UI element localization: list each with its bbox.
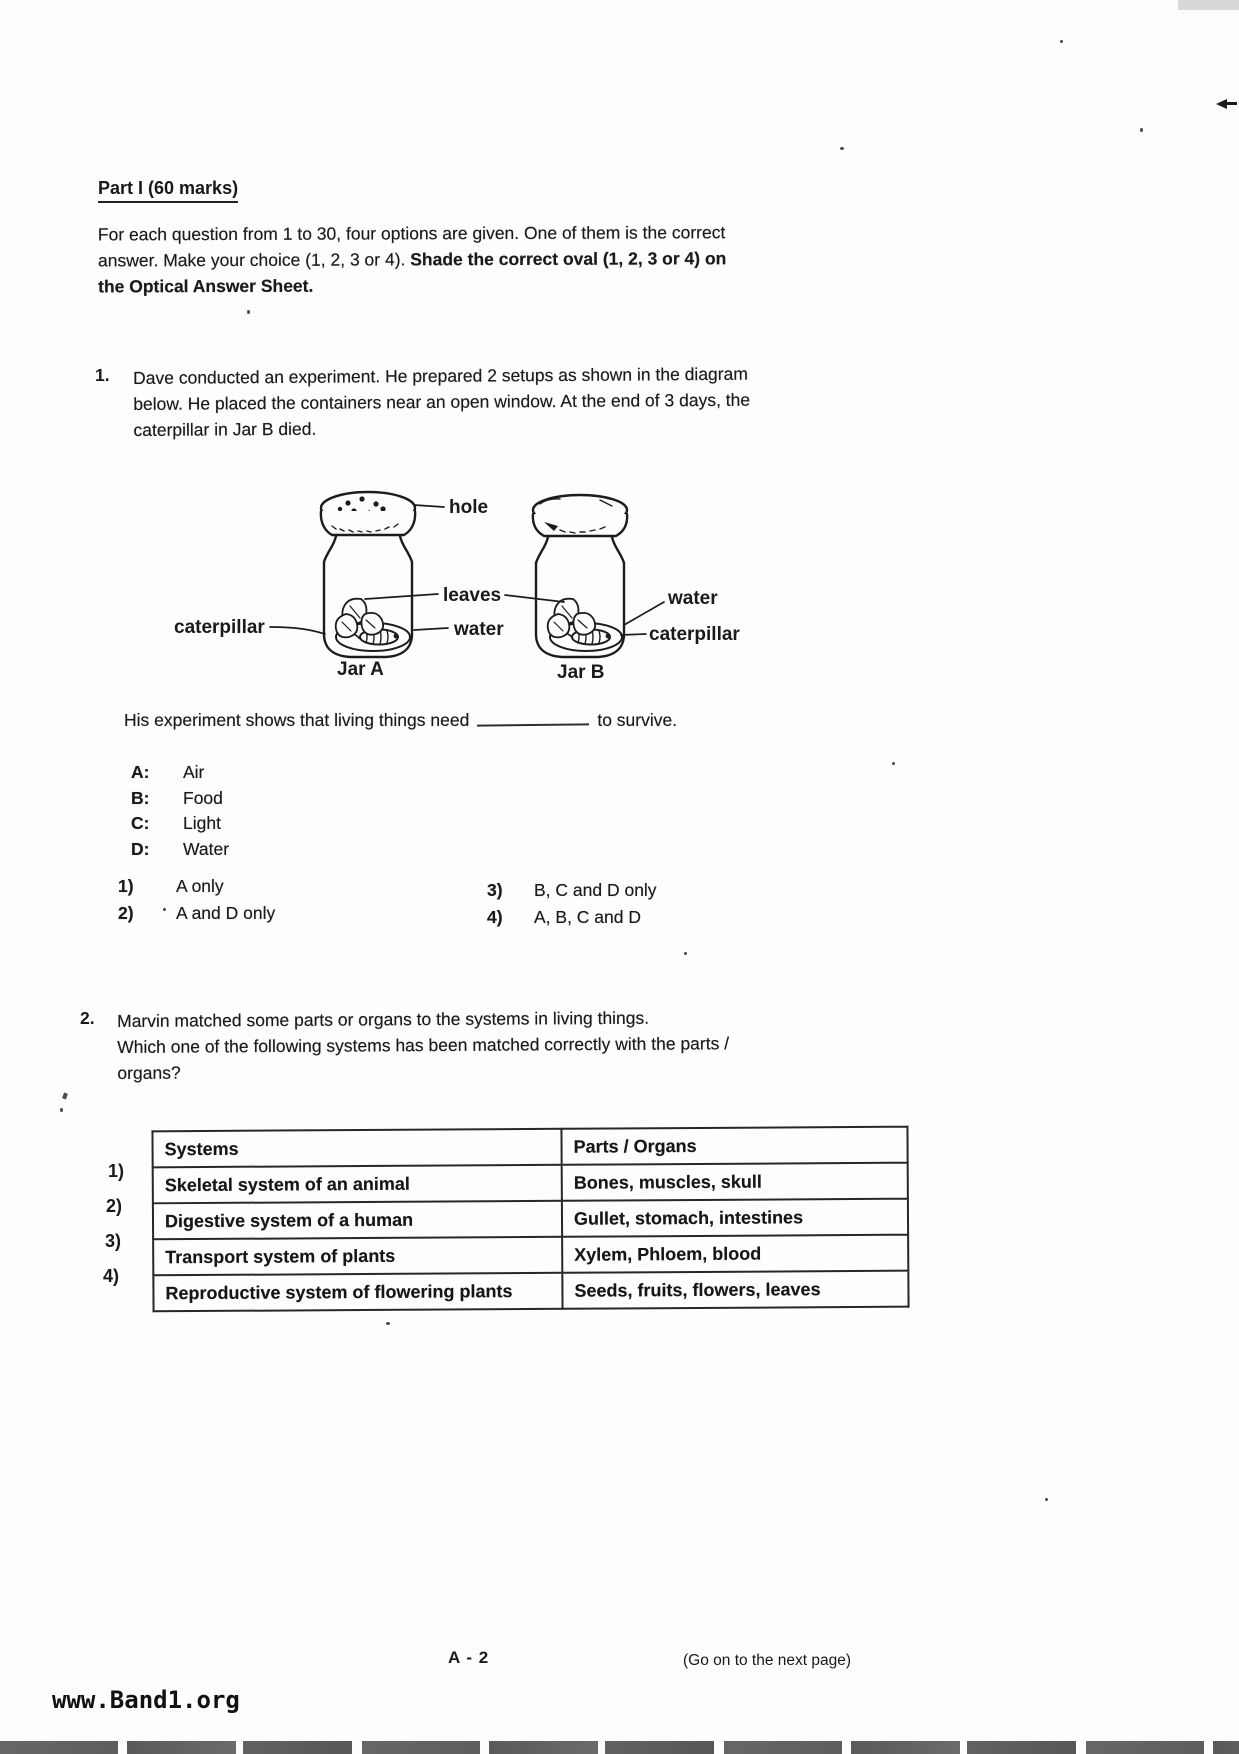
- q2-cell-sys-3: Transport system of plants: [153, 1237, 562, 1275]
- q2-rownum-3: 3): [105, 1231, 122, 1251]
- scan-speck: [892, 762, 895, 765]
- q2-table-header-row: [152, 1127, 907, 1168]
- label-hole: hole: [449, 497, 489, 518]
- instructions-line1: For each question from 1 to 30, four options are given. One of them is the correct: [97, 222, 726, 245]
- q2-text: [117, 1003, 947, 1086]
- q1-option-d-text: Water: [183, 838, 230, 859]
- q1-option-d: [131, 837, 229, 863]
- part-header: [98, 178, 238, 203]
- q1-text-line1: Dave conducted an experiment. He prepared 2 setups as shown in the diagram: [133, 363, 748, 388]
- scan-bottom-bar: [0, 1741, 1239, 1754]
- q2-cell-parts-4: Seeds, fruits, flowers, leaves: [562, 1271, 908, 1309]
- table-row: [153, 1163, 908, 1204]
- q1-option-a: [131, 760, 229, 786]
- q2-cell-parts-2: Gullet, stomach, intestines: [562, 1199, 908, 1237]
- scan-speck: [247, 310, 250, 314]
- leader-caterpillar-jar-a: [270, 627, 325, 634]
- q2-text-line2: Which one of the following systems has been matched correctly with the parts /: [117, 1033, 730, 1057]
- page-number: A - 2: [448, 1648, 490, 1667]
- q1-number: 1.: [95, 365, 110, 385]
- instructions-line2-normal: answer. Make your choice (1, 2, 3 or 4).: [97, 249, 411, 271]
- q1-choice1-text: A only: [176, 876, 224, 896]
- q1-option-c: [131, 811, 229, 837]
- q1-option-c-text: Light: [183, 813, 221, 833]
- instructions: [98, 219, 918, 300]
- scan-speck: [163, 908, 166, 911]
- q2-cell-sys-4: Reproductive system of flowering plants: [153, 1273, 562, 1311]
- q1-option-c-letter: C:: [131, 813, 150, 833]
- q1-option-b-text: Food: [183, 787, 223, 808]
- scan-speck: [1045, 1498, 1048, 1501]
- q2-header-systems: Systems: [152, 1129, 561, 1167]
- instructions-line2-bold: Shade the correct oval (1, 2, 3 or 4) on: [410, 248, 727, 270]
- q2-cell-parts-1: Bones, muscles, skull: [562, 1163, 908, 1201]
- label-water-jar-b: water: [668, 588, 718, 609]
- q2-cell-sys-1: Skeletal system of an animal: [153, 1165, 562, 1203]
- scan-arrow-tail: [1227, 102, 1237, 105]
- label-leaves: leaves: [443, 585, 502, 606]
- q1-stem: [124, 707, 954, 733]
- scan-speck: [684, 952, 687, 955]
- q1-choice4-num: 4): [487, 907, 503, 927]
- leader-water-jar-b: [624, 602, 664, 625]
- q2-table: [151, 1126, 909, 1313]
- q2-number: 2.: [80, 1008, 95, 1028]
- leader-leaves-jar-a: [365, 594, 438, 599]
- scan-speck: [62, 1092, 68, 1099]
- leader-caterpillar-jar-b: [621, 634, 646, 635]
- q1-stem-before: His experiment shows that living things need: [124, 710, 470, 730]
- caption-jar-a: Jar A: [337, 659, 384, 680]
- q1-choice3-num: 3): [487, 880, 503, 900]
- q2-text-line1: Marvin matched some parts or organs to the systems in living things.: [117, 1007, 650, 1031]
- q1-choice2-num: 2): [118, 903, 134, 923]
- scan-smudge: [1178, 0, 1239, 10]
- q2-header-parts: Parts / Organs: [561, 1127, 907, 1165]
- q1-option-b: [131, 786, 229, 812]
- part-title: Part I (60 marks): [98, 178, 238, 203]
- q2-rownum-2: 2): [106, 1196, 123, 1216]
- watermark: www.Band1.org: [52, 1686, 240, 1714]
- q1-option-d-letter: D:: [131, 838, 150, 859]
- q2-rownum-4: 4): [103, 1266, 120, 1286]
- q1-choice1-num: 1): [118, 876, 134, 896]
- q1-stem-after: to survive.: [597, 710, 678, 730]
- q1-choice4-text: A, B, C and D: [534, 907, 641, 927]
- label-caterpillar-jar-b: caterpillar: [649, 624, 740, 645]
- scan-speck: [840, 147, 844, 150]
- q1-option-b-letter: B:: [131, 787, 150, 808]
- q2-rownum-1: 1): [108, 1161, 125, 1181]
- q1-option-a-text: Air: [183, 762, 205, 782]
- leader-water-jar-a: [414, 628, 448, 630]
- q1-option-a-letter: A:: [131, 762, 150, 782]
- q1-text-line2: below. He placed the containers near an open window. At the end of 3 days, the: [133, 389, 751, 414]
- q1-choice2-text: A and D only: [176, 903, 276, 923]
- table-row: [153, 1235, 908, 1276]
- q2-text-line3: organs?: [117, 1062, 181, 1083]
- caption-jar-b: Jar B: [557, 662, 605, 683]
- scan-speck: [60, 1108, 63, 1112]
- label-caterpillar-jar-a: caterpillar: [174, 617, 265, 638]
- q1-text-line3: caterpillar in Jar B died.: [133, 418, 317, 440]
- answer-blank: [477, 723, 589, 726]
- q1-options: [131, 760, 229, 862]
- scan-speck: [1060, 40, 1063, 43]
- q1-choice3-text: B, C and D only: [534, 880, 657, 900]
- q1-text: [133, 359, 934, 443]
- scan-speck: [1140, 128, 1143, 132]
- scan-speck: [386, 1322, 390, 1325]
- instructions-line3: the Optical Answer Sheet.: [98, 275, 314, 297]
- scan-arrow-mark: [1216, 99, 1227, 109]
- next-page-note: (Go on to the next page): [683, 1652, 852, 1669]
- leader-hole: [414, 505, 444, 507]
- q2-cell-parts-3: Xylem, Phloem, blood: [562, 1235, 908, 1273]
- leader-leaves-jar-b: [505, 595, 564, 602]
- q2-cell-sys-2: Digestive system of a human: [153, 1201, 562, 1239]
- table-row: [153, 1271, 908, 1312]
- instructions-line2: [98, 245, 918, 274]
- label-water-jar-a: water: [454, 619, 504, 640]
- table-row: [153, 1199, 908, 1240]
